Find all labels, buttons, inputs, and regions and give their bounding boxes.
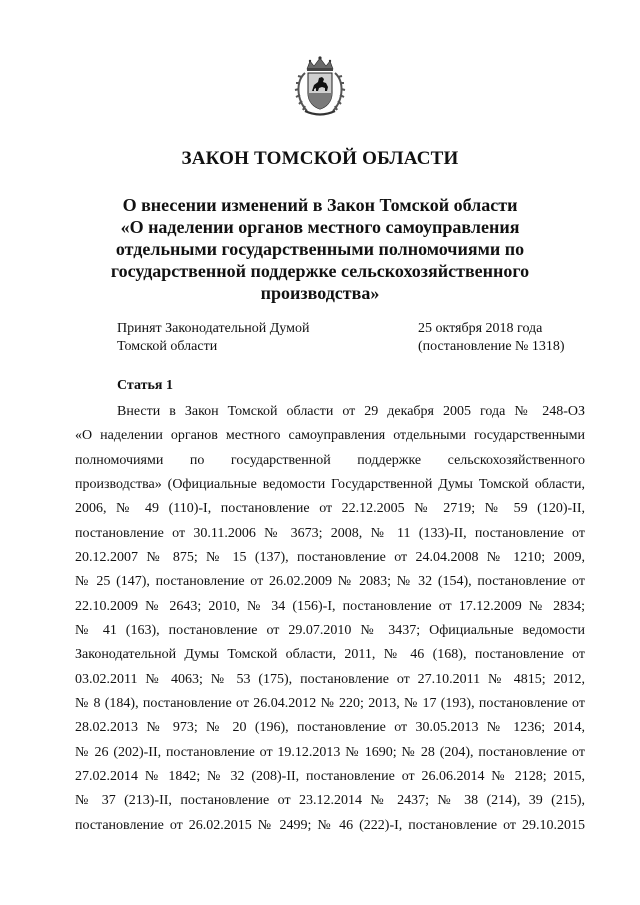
body-line: № 37 (213)-II, постановление от 23.12.2014 № 2437; № 38 (214), 39 (215), (75, 793, 585, 809)
article-body (75, 400, 585, 838)
adopted-by (117, 320, 309, 356)
adoption-date (418, 320, 565, 356)
title-line: «О наделении органов местного самоуправления (120, 217, 520, 237)
document-title (60, 194, 580, 304)
adopted-by-line: Принят Законодательной Думой (117, 321, 310, 336)
body-line: полномочиями по государственной поддержке сельскохозяйственного (75, 452, 585, 468)
body-line: № 8 (184), постановление от 26.04.2012 № 220; 2013, № 17 (193), постановление от (75, 695, 585, 711)
body-line: постановление от 26.02.2015 № 2499; № 46 (222)-I, постановление от 29.10.2015 (75, 817, 585, 833)
tomsk-oblast-coat-of-arms-icon (293, 55, 347, 119)
body-line: 27.02.2014 № 1842; № 32 (208)-II, постановление от 26.06.2014 № 2128; 2015, (75, 768, 585, 784)
body-line: 03.02.2011 № 4063; № 53 (175), постановление от 27.10.2011 № 4815; 2012, (75, 671, 585, 687)
body-line: 20.12.2007 № 875; № 15 (137), постановление от 24.04.2008 № 1210; 2009, (75, 549, 585, 565)
title-line: О внесении изменений в Закон Томской области (122, 195, 518, 215)
body-line: № 26 (202)-II, постановление от 19.12.2013 № 1690; № 28 (204), постановление от (75, 744, 585, 760)
body-line: 28.02.2013 № 973; № 20 (196), постановление от 30.05.2013 № 1236; 2014, (75, 720, 585, 736)
resolution-number-line: (постановление № 1318) (418, 339, 565, 354)
body-line: 2006, № 49 (110)-I, постановление от 22.12.2005 № 2719; № 59 (120)-II, (75, 501, 585, 517)
article-heading: Статья 1 (117, 378, 173, 393)
body-line: постановление от 30.11.2006 № 3673; 2008, № 11 (133)-II, постановление от (75, 525, 585, 541)
adopted-by-line: Томской области (117, 339, 218, 354)
title-line: государственной поддержке сельскохозяйственного (110, 261, 530, 281)
body-line: 22.10.2009 № 2643; 2010, № 34 (156)-I, постановление от 17.12.2009 № 2834; (75, 598, 585, 614)
body-line: Законодательной Думы Томской области, 2011, № 46 (168), постановление от (75, 647, 585, 663)
body-line: № 25 (147), постановление от 26.02.2009 № 2083; № 32 (154), постановление от (75, 574, 585, 590)
body-line: Внести в Закон Томской области от 29 декабря 2005 года № 248-ОЗ (117, 404, 585, 419)
document-type-heading: ЗАКОН ТОМСКОЙ ОБЛАСТИ (181, 148, 459, 169)
body-line: № 41 (163), постановление от 29.07.2010 № 3437; Официальные ведомости (75, 622, 585, 638)
body-line: «О наделении органов местного самоуправления отдельными государственными (75, 428, 585, 444)
title-line: производства» (260, 283, 380, 303)
adoption-date-line: 25 октября 2018 года (418, 321, 543, 336)
title-line: отдельными государственными полномочиями по (115, 239, 525, 259)
body-line: производства» (Официальные ведомости Государственной Думы Томской области, (75, 476, 585, 492)
